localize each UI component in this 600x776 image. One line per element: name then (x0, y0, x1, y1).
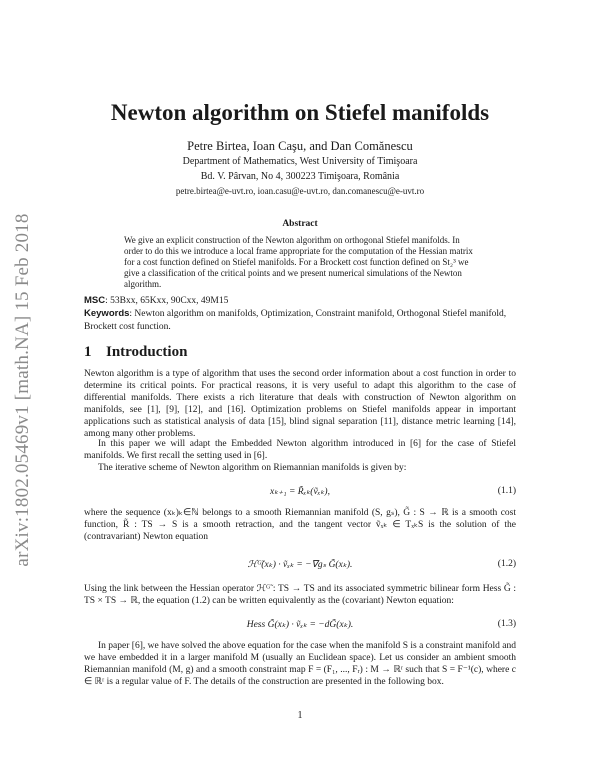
abstract-line: order to do this we introduce a local frame appropriate for the computation of the Hessian matrix (124, 246, 473, 256)
abstract-line: We give an explicit construction of the Newton algorithm on orthogonal Stiefel manifolds. In (124, 235, 460, 245)
keywords-text: : Newton algorithm on manifolds, Optimization, Constraint manifold, Orthogonal Stiefel manifold, Brockett cost function. (84, 309, 507, 332)
keywords-label: Keywords (84, 308, 130, 319)
equation-1-2 (84, 559, 516, 573)
intro-paragraph-5: Using the link between the Hessian operator ℋᴳ̃ : TS → TS and its associated symmetric bilinear form Hess G̃ : TS × TS → ℝ, the equation (1.2) can be written equivalently as the (covariant) Newton equation: (84, 584, 516, 606)
equation-1-3 (84, 619, 516, 633)
intro-paragraph-4: where the sequence (xₖ)ₖ∈ℕ belongs to a smooth Riemannian manifold (S, gₛ), G̃ : S → ℝ is a smooth cost function, R̃ : TS → S is a smooth retraction, and the tangent vector ṽₓₖ ∈ TₓₖS is the solution of the (contravariant) Newton equation (84, 508, 516, 542)
equation-1-1 (84, 486, 516, 500)
affiliation-address: Bd. V. Pârvan, No 4, 300223 Timişoara, România (200, 171, 400, 182)
section-heading (84, 344, 516, 361)
abstract-body (112, 235, 488, 290)
intro-paragraph-3: The iterative scheme of Newton algorithm on Riemannian manifolds is given by: (98, 463, 407, 473)
keywords-line (84, 308, 516, 333)
equation-expression: xₖ₊₁ = R̃ₓₖ(ṽₓₖ), (270, 487, 330, 497)
equation-number: (1.2) (497, 559, 516, 569)
page-number: 1 (297, 710, 303, 721)
affiliation-emails: petre.birtea@e-uvt.ro, ioan.casu@e-uvt.ro, dan.comanescu@e-uvt.ro (175, 186, 425, 196)
abstract-line: for a cost function defined on Stiefel manifolds. For a Brockett cost function defined on St₂³ we (124, 257, 469, 267)
section-number: 1 (84, 344, 92, 360)
abstract-line: give a classification of the critical points and we present numerical simulations of the Newton (124, 268, 462, 278)
paper-title: Newton algorithm on Stiefel manifolds (110, 100, 490, 125)
msc-label: MSC (84, 295, 106, 306)
abstract-heading: Abstract (282, 219, 318, 229)
arxiv-identifier (8, 190, 38, 590)
msc-codes: : 53Bxx, 65Kxx, 90Cxx, 49M15 (105, 296, 229, 306)
msc-line (84, 295, 516, 308)
intro-paragraph-2: In this paper we will adapt the Embedded Newton algorithm introduced in [6] for the case of Stiefel manifolds. We first recall the setting used in [6]. (84, 439, 516, 461)
section-title: Introduction (106, 344, 188, 360)
abstract-line: algorithm. (124, 279, 162, 289)
equation-expression: Hess G̃(xₖ) · ṽₓₖ = −dG̃(xₖ). (246, 620, 354, 630)
arxiv-identifier-text: arXiv:1802.05469v1 [math.NA] 15 Feb 2018 (12, 213, 33, 567)
authors: Petre Birtea, Ioan Caşu, and Dan Comănescu (187, 139, 413, 153)
equation-number: (1.3) (497, 619, 516, 629)
equation-expression: ℋᴳ̃(xₖ) · ṽₓₖ = −∇gₛ G̃(xₖ). (247, 560, 353, 570)
affiliation-department: Department of Mathematics, West University of Timişoara (182, 156, 418, 167)
intro-paragraph-1: Newton algorithm is a type of algorithm that uses the second order information about a cost function in order to determine its critical points. For practical reasons, it is very useful to adapt this algorithm to the case of differential manifolds. There exists a rich literature that deals with construction of Newton algorithm on manifolds, see [1], [9], [12], and [16]. Optimization problems on Stiefel manifolds appear in important applications such as statistical analysis of data [15], blind signal separation [11], distance metric learning [14], among many other problems. (84, 369, 516, 439)
intro-paragraph-6: In paper [6], we have solved the above equation for the case when the manifold S is a constraint manifold and we have embedded it in a larger manifold M (usually an Euclidean space). Let us consider an ambient smooth Riemannian manifold (M, g) and a smooth constraint map F = (F₁, ..., Fᵣ) : M → ℝʳ such that S = F⁻¹(c), where c ∈ ℝʳ is a regular value of F. The details of the construction are presented in the following box. (84, 641, 516, 687)
equation-number: (1.1) (497, 486, 516, 496)
